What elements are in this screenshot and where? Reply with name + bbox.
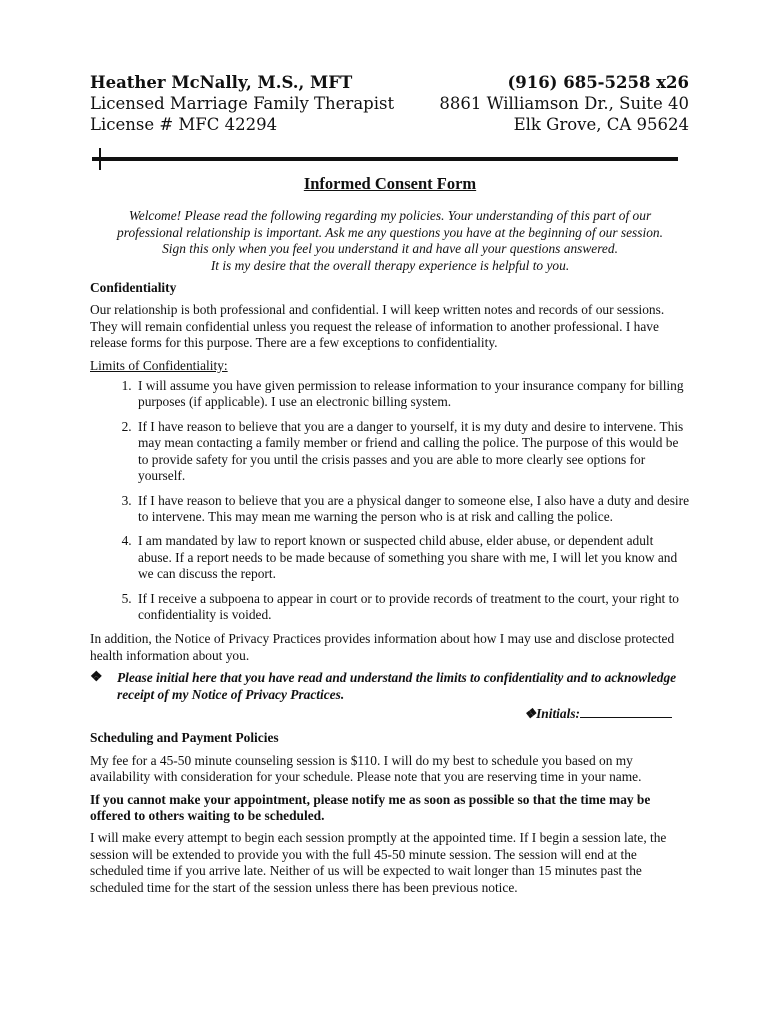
- confidentiality-heading: Confidentiality: [90, 280, 177, 296]
- fee-paragraph: My fee for a 45-50 minute counseling session is $110. I will do my best to schedule you based on my availability with consideration for your schedule. Please note that you are reserving time in your name.: [90, 752, 642, 785]
- intro-line: professional relationship is important. Ask me any questions you have at the beginning of our session.: [117, 224, 663, 240]
- lateness-paragraph: I will make every attempt to begin each session promptly at the appointed time. If I begin a session late, the session will be extended to provide you with the full 45-50 minute session. The session will end at the scheduled time if you arrive late. Neither of us will be expected to wait longer than 15 minutes past the scheduled time for the start of the session unless there has been previous notice.: [90, 830, 667, 895]
- therapist-name: Heather McNally, M.S., MFT: [90, 73, 353, 92]
- limits-item: 5. If I receive a subpoena to appear in court or to provide records of treatment to the court, your right to confidentiality is voided.: [135, 591, 690, 624]
- therapist-title: Licensed Marriage Family Therapist: [90, 94, 395, 113]
- intro-line: Welcome! Please read the following regarding my policies. Your understanding of this part of our: [128, 208, 652, 224]
- initials-label: ❖Initials:: [524, 705, 580, 721]
- limits-item: 3. If I have reason to believe that you are a physical danger to someone else, I also have a duty and desire to intervene. This may mean me warning the person who is at risk and calling the police.: [135, 493, 690, 526]
- phone-number: (916) 685-5258 x26: [507, 73, 689, 92]
- limits-list: [90, 378, 690, 623]
- privacy-note: In addition, the Notice of Privacy Practices provides information about how I may use and disclose protected health information about you.: [90, 631, 675, 663]
- header-right: [439, 72, 689, 135]
- header-rule: [92, 157, 678, 161]
- intro-line: Sign this only when you feel you understand it and have all your questions answered.: [162, 241, 618, 257]
- initials-line[interactable]: [580, 705, 672, 718]
- limits-item: 4. I am mandated by law to report known or suspected child abuse, elder abuse, or dependent adult abuse. If a report needs to be made because of something you share with me, I will let you know and we can discuss the report.: [135, 533, 690, 582]
- limits-item: 2. If I have reason to believe that you are a danger to yourself, it is my duty and desire to intervene. This may mean contacting a family member or friend and calling the police. The purpose of this would be to provide safety for you until the crisis passes and you are able to more clearly see options for yourself.: [135, 419, 690, 485]
- initials-field[interactable]: [90, 705, 672, 722]
- header-left: [90, 72, 394, 135]
- diamond-bullet-icon: ❖: [90, 670, 103, 686]
- acknowledgement-statement: [90, 670, 690, 703]
- limits-item: 1. I will assume you have given permission to release information to your insurance company for billing purposes (if applicable). I use an electronic billing system.: [135, 378, 690, 411]
- scheduling-heading: Scheduling and Payment Policies: [90, 730, 279, 746]
- city-state-zip: Elk Grove, CA 95624: [513, 115, 689, 134]
- intro-line: It is my desire that the overall therapy experience is helpful to you.: [210, 257, 570, 273]
- limits-heading: Limits of Confidentiality:: [90, 357, 228, 373]
- form-title: Informed Consent Form: [303, 174, 477, 193]
- intro-paragraph: [90, 208, 690, 274]
- confidentiality-body: Our relationship is both professional and confidential. I will keep written notes and records of our sessions. They will remain confidential unless you request the release of information to another professional. I have release forms for this purpose. There are a few exceptions to confidentiality.: [90, 302, 665, 351]
- cancellation-notice: If you cannot make your appointment, please notify me as soon as possible so that the time may be offered to others waiting to be scheduled.: [90, 791, 651, 823]
- street-address: 8861 Williamson Dr., Suite 40: [439, 94, 689, 113]
- license-number: License # MFC 42294: [90, 115, 278, 134]
- form-content: [90, 176, 690, 902]
- acknowledgement-text: Please initial here that you have read and understand the limits to confidentiality and to acknowledge receipt of my Notice of Privacy Practices.: [117, 670, 677, 702]
